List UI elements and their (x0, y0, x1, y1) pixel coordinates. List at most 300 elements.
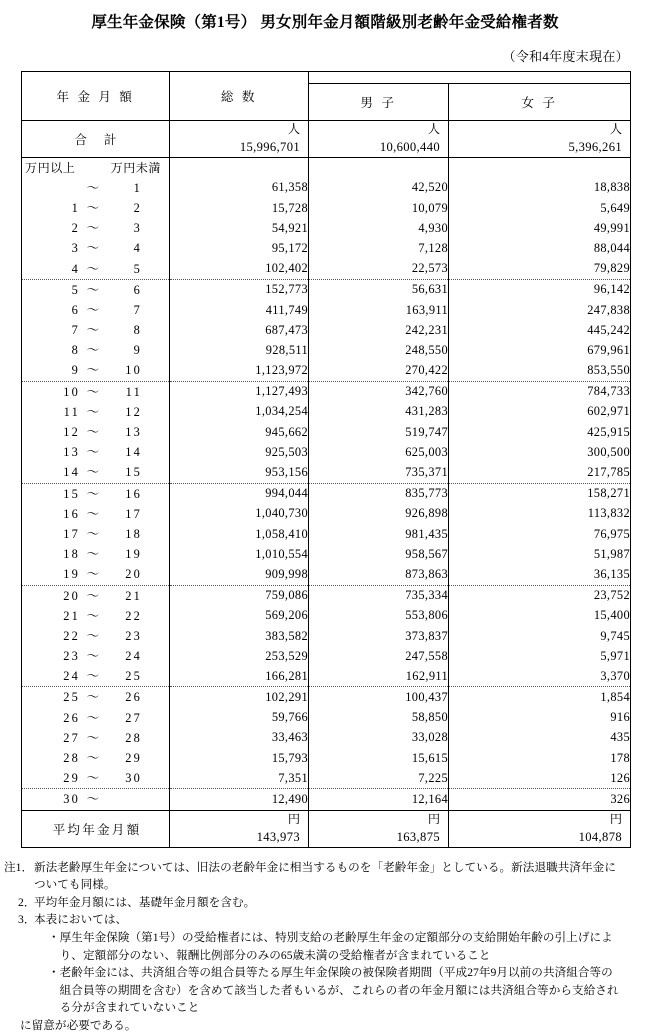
range-upper: 18 (125, 526, 142, 541)
table-row (22, 789, 631, 810)
cell-female-average: 円 104,878 (449, 810, 631, 847)
cell-total: 928,511 (170, 340, 309, 360)
cell-total-average: 円 143,973 (170, 810, 309, 847)
range-lower: 9 (71, 363, 80, 378)
cell-total: 1,040,730 (170, 504, 309, 524)
subtitle-as-of-date: （令和4年度末現在） (502, 48, 629, 64)
cell-female: 126 (449, 768, 631, 789)
table-row (22, 708, 631, 728)
cell-total-spacer (170, 157, 309, 178)
footnote-line: 本表においては、 (34, 913, 128, 927)
table-row (22, 320, 631, 340)
range-upper: 6 (133, 282, 142, 297)
cell-total: 54,921 (170, 218, 309, 238)
cell-female: 51,987 (449, 544, 631, 564)
cell-female: 76,975 (449, 524, 631, 544)
cell-female: 79,829 (449, 259, 631, 280)
footnote-line: 平均年金月額には、基礎年金月額を含む。 (34, 895, 256, 909)
range-tilde: ～ (86, 649, 100, 664)
range-tilde: ～ (86, 221, 100, 236)
cell-total: 945,662 (170, 422, 309, 442)
range-lower: 20 (63, 588, 80, 603)
footnote-text (34, 911, 634, 929)
cell-female: 1,854 (449, 687, 631, 708)
document-page (0, 14, 650, 1033)
table-row (22, 606, 631, 626)
row-label-range (22, 279, 170, 300)
cell-total: 383,582 (170, 626, 309, 646)
row-label-range (22, 768, 170, 789)
cell-female: 96,142 (449, 279, 631, 300)
cell-male: 10,079 (309, 198, 449, 218)
cell-total: 59,766 (170, 708, 309, 728)
cell-total: 33,463 (170, 728, 309, 748)
range-lower: 2 (71, 221, 80, 236)
range-tilde: ～ (86, 282, 100, 297)
cell-male: 270,422 (309, 360, 449, 381)
range-tilde: ～ (86, 506, 100, 521)
row-label-range (22, 320, 170, 340)
cell-male: 958,567 (309, 544, 449, 564)
cell-total: 102,402 (170, 259, 309, 280)
cell-total: 1,058,410 (170, 524, 309, 544)
row-label-range (22, 178, 170, 198)
table-row (22, 340, 631, 360)
cell-male: 248,550 (309, 340, 449, 360)
cell-total: 1,034,254 (170, 402, 309, 422)
range-upper: 26 (125, 690, 142, 705)
range-lower: 11 (63, 404, 80, 419)
range-lower: 15 (63, 486, 80, 501)
footnote-item (4, 859, 634, 894)
page-title: 厚生年金保険（第1号） 男女別年金月額階級別老齢年金受給権者数 (91, 14, 559, 31)
cell-female: 435 (449, 728, 631, 748)
cell-female: 425,915 (449, 422, 631, 442)
cell-female: 88,044 (449, 238, 631, 258)
range-tilde: ～ (86, 730, 100, 745)
cell-male: 519,747 (309, 422, 449, 442)
cell-female-spacer (449, 157, 631, 178)
header-male: 男 子 (309, 83, 449, 120)
cell-total: 1,010,554 (170, 544, 309, 564)
range-lower: 24 (63, 669, 80, 684)
footnote-marker: 2． (18, 895, 36, 909)
range-tilde: ～ (86, 200, 100, 215)
range-lower: 17 (63, 526, 80, 541)
cell-female: 15,400 (449, 606, 631, 626)
cell-male-spacer (309, 157, 449, 178)
table-row (22, 178, 631, 198)
range-tilde: ～ (86, 669, 100, 684)
range-tilde: ～ (86, 588, 100, 603)
table-row (22, 748, 631, 768)
range-upper: 1 (133, 180, 142, 195)
table-row (22, 504, 631, 524)
cell-total: 15,728 (170, 198, 309, 218)
range-lower: 12 (63, 425, 80, 440)
range-tilde: ～ (86, 384, 100, 399)
bullet-line: 老齢年金には、共済組合等の組合員等たる厚生年金保険の被保険者期間（平成27年9月以前の共済組合等の (59, 966, 613, 980)
bullet-marker: ・ (48, 931, 60, 945)
table-row (22, 462, 631, 483)
table-row (22, 259, 631, 280)
range-upper: 14 (125, 445, 142, 460)
range-unit-to: 万円未満 (110, 161, 161, 176)
table-header-row-top (22, 71, 631, 83)
cell-male: 981,435 (309, 524, 449, 544)
bullet-line: 組合員等の期間を含む）を含めて該当した者もいるが、これらの者の年金月額には共済組合等から支給され (59, 983, 619, 997)
cell-male-grand: 人 10,600,440 (309, 120, 449, 157)
row-label-range (22, 646, 170, 666)
cell-female: 853,550 (449, 360, 631, 381)
cell-total: 1,127,493 (170, 381, 309, 402)
cell-female: 18,838 (449, 178, 631, 198)
cell-female-grand: 人 5,396,261 (449, 120, 631, 157)
range-upper: 13 (125, 425, 142, 440)
cell-male: 58,850 (309, 708, 449, 728)
range-tilde: ～ (86, 445, 100, 460)
footnote-line: 新法老齢厚生年金については、旧法の老齢年金に相当するものを「老齢年金」としている。新法退職共済年金に (34, 860, 616, 874)
range-tilde: ～ (86, 486, 100, 501)
range-lower: 21 (63, 608, 80, 623)
cell-male: 247,558 (309, 646, 449, 666)
row-label-range (22, 198, 170, 218)
range-upper: 29 (125, 751, 142, 766)
cell-total: 95,172 (170, 238, 309, 258)
range-tilde: ～ (86, 792, 100, 807)
range-tilde: ～ (86, 771, 100, 786)
table-row-range-unit (22, 157, 631, 178)
cell-total: 759,086 (170, 585, 309, 606)
range-lower: 28 (63, 751, 80, 766)
range-upper: 23 (125, 628, 142, 643)
cell-female: 602,971 (449, 402, 631, 422)
pension-statistics-table (21, 71, 631, 848)
cell-total: 925,503 (170, 442, 309, 462)
table-row (22, 198, 631, 218)
row-label-range (22, 300, 170, 320)
cell-male: 873,863 (309, 564, 449, 585)
table-row (22, 728, 631, 748)
row-label-range (22, 585, 170, 606)
range-tilde: ～ (86, 628, 100, 643)
cell-total: 953,156 (170, 462, 309, 483)
row-label-range (22, 728, 170, 748)
cell-female: 247,838 (449, 300, 631, 320)
range-upper: 9 (133, 343, 142, 358)
range-tilde: ～ (86, 302, 100, 317)
cell-total: 411,749 (170, 300, 309, 320)
table-row (22, 360, 631, 381)
range-upper: 24 (125, 649, 142, 664)
header-female: 女 子 (449, 83, 631, 120)
cell-male: 4,930 (309, 218, 449, 238)
cell-female: 5,971 (449, 646, 631, 666)
range-upper: 17 (125, 506, 142, 521)
cell-total: 12,490 (170, 789, 309, 810)
cell-male: 342,760 (309, 381, 449, 402)
bullet-line: り、定額部分のない、報酬比例部分のみの65歳未満の受給権者が含まれていること (59, 948, 491, 962)
footnote-text (34, 894, 634, 912)
range-unit-label (22, 157, 170, 178)
table-container (0, 71, 650, 848)
table-row-grand-total (22, 120, 631, 157)
range-lower: 7 (71, 323, 80, 338)
table-row (22, 218, 631, 238)
range-upper: 3 (133, 221, 142, 236)
range-lower: 4 (71, 261, 80, 276)
cell-male-average: 円 163,875 (309, 810, 449, 847)
cell-male: 625,003 (309, 442, 449, 462)
cell-female: 23,752 (449, 585, 631, 606)
range-tilde: ～ (86, 567, 100, 582)
range-upper: 4 (133, 241, 142, 256)
footnote-marker: 注1． (4, 860, 34, 874)
range-lower: 27 (63, 730, 80, 745)
range-upper: 20 (125, 567, 142, 582)
footnote-bullet (4, 929, 634, 964)
range-upper: 27 (125, 710, 142, 725)
cell-female: 36,135 (449, 564, 631, 585)
footnotes (0, 848, 650, 1035)
row-label-range (22, 340, 170, 360)
range-tilde: ～ (86, 690, 100, 705)
range-lower: 1 (71, 200, 80, 215)
cell-total: 166,281 (170, 666, 309, 687)
bullet-marker: ・ (48, 966, 60, 980)
range-tilde: ～ (86, 608, 100, 623)
table-row (22, 687, 631, 708)
range-upper: 25 (125, 669, 142, 684)
range-lower: 8 (71, 343, 80, 358)
table-row (22, 381, 631, 402)
table-row-average (22, 810, 631, 847)
range-lower: 25 (63, 690, 80, 705)
cell-male: 100,437 (309, 687, 449, 708)
bullet-line: る分が含まれていないこと (59, 1001, 200, 1015)
footnote-item (4, 894, 634, 912)
cell-male: 373,837 (309, 626, 449, 646)
row-label-range (22, 687, 170, 708)
range-upper: 30 (125, 771, 142, 786)
range-upper: 12 (125, 404, 142, 419)
table-row (22, 238, 631, 258)
bullet-text (60, 964, 634, 1017)
cell-total: 152,773 (170, 279, 309, 300)
range-tilde: ～ (86, 241, 100, 256)
range-upper: 8 (133, 323, 142, 338)
range-upper: 11 (125, 384, 142, 399)
cell-male: 56,631 (309, 279, 449, 300)
cell-total: 102,291 (170, 687, 309, 708)
range-upper: 28 (125, 730, 142, 745)
cell-total: 994,044 (170, 483, 309, 504)
cell-female: 217,785 (449, 462, 631, 483)
table-row (22, 646, 631, 666)
cell-total: 687,473 (170, 320, 309, 340)
row-label-grand-total: 合 計 (22, 120, 170, 157)
cell-male: 735,371 (309, 462, 449, 483)
row-label-range (22, 218, 170, 238)
range-upper: 5 (133, 261, 142, 276)
cell-male: 735,334 (309, 585, 449, 606)
cell-male: 7,225 (309, 768, 449, 789)
cell-total: 253,529 (170, 646, 309, 666)
range-unit-from: 万円以上 (25, 161, 76, 176)
range-upper: 19 (125, 547, 142, 562)
range-lower: 26 (63, 710, 80, 725)
cell-female: 113,832 (449, 504, 631, 524)
cell-male: 42,520 (309, 178, 449, 198)
row-label-range (22, 708, 170, 728)
cell-female: 326 (449, 789, 631, 810)
cell-female: 445,242 (449, 320, 631, 340)
cell-male: 15,615 (309, 748, 449, 768)
row-label-range (22, 626, 170, 646)
range-upper: 15 (125, 465, 142, 480)
table-row (22, 666, 631, 687)
table-row (22, 585, 631, 606)
row-label-range (22, 606, 170, 626)
cell-male: 22,573 (309, 259, 449, 280)
row-label-range (22, 504, 170, 524)
row-label-range (22, 748, 170, 768)
row-label-range (22, 462, 170, 483)
footnote-bullet (4, 964, 634, 1017)
cell-female: 916 (449, 708, 631, 728)
cell-total: 569,206 (170, 606, 309, 626)
row-label-range (22, 238, 170, 258)
range-lower: 29 (63, 771, 80, 786)
header-spacer (309, 71, 631, 83)
footnote-item (4, 911, 634, 929)
cell-male: 926,898 (309, 504, 449, 524)
cell-male: 33,028 (309, 728, 449, 748)
table-row (22, 442, 631, 462)
row-label-range (22, 259, 170, 280)
row-label-range (22, 360, 170, 381)
cell-female: 679,961 (449, 340, 631, 360)
range-upper: 10 (125, 363, 142, 378)
cell-total: 7,351 (170, 768, 309, 789)
header-pension-monthly-amount: 年 金 月 額 (22, 71, 170, 120)
cell-female: 3,370 (449, 666, 631, 687)
range-lower: 5 (71, 282, 80, 297)
range-tilde: ～ (86, 343, 100, 358)
table-row (22, 300, 631, 320)
range-tilde: ～ (86, 180, 100, 195)
row-label-range (22, 483, 170, 504)
range-tilde: ～ (86, 465, 100, 480)
range-lower: 10 (63, 384, 80, 399)
row-label-range (22, 564, 170, 585)
range-lower: 14 (63, 465, 80, 480)
range-upper: 2 (133, 200, 142, 215)
cell-female: 158,271 (449, 483, 631, 504)
cell-total: 1,123,972 (170, 360, 309, 381)
table-row (22, 768, 631, 789)
range-tilde: ～ (86, 425, 100, 440)
table-row (22, 422, 631, 442)
cell-male: 242,231 (309, 320, 449, 340)
row-label-range (22, 524, 170, 544)
range-tilde: ～ (86, 323, 100, 338)
range-tilde: ～ (86, 363, 100, 378)
range-tilde: ～ (86, 404, 100, 419)
range-lower: 6 (71, 302, 80, 317)
table-row (22, 524, 631, 544)
range-tilde: ～ (86, 526, 100, 541)
cell-male: 12,164 (309, 789, 449, 810)
cell-male: 162,911 (309, 666, 449, 687)
cell-female: 49,991 (449, 218, 631, 238)
range-tilde: ～ (86, 710, 100, 725)
cell-female: 9,745 (449, 626, 631, 646)
cell-total: 61,358 (170, 178, 309, 198)
range-upper: 21 (125, 588, 142, 603)
range-lower: 13 (63, 445, 80, 460)
cell-female: 178 (449, 748, 631, 768)
footnote-line: ついても同様。 (34, 878, 116, 892)
footnote-tail: に留意が必要である。 (20, 1019, 137, 1033)
range-lower: 23 (63, 649, 80, 664)
footnote-text (34, 859, 634, 894)
row-label-range (22, 381, 170, 402)
range-tilde: ～ (86, 751, 100, 766)
row-label-average: 平均年金月額 (22, 810, 170, 847)
table-row (22, 544, 631, 564)
table-row (22, 402, 631, 422)
range-lower: 18 (63, 547, 80, 562)
row-label-range (22, 544, 170, 564)
range-lower: 3 (71, 241, 80, 256)
cell-male: 553,806 (309, 606, 449, 626)
cell-female: 5,649 (449, 198, 631, 218)
cell-total: 909,998 (170, 564, 309, 585)
footnote-marker: 3． (18, 913, 36, 927)
range-lower: 19 (63, 567, 80, 582)
range-upper: 22 (125, 608, 142, 623)
row-label-range (22, 442, 170, 462)
range-lower: 30 (63, 792, 80, 807)
table-row (22, 626, 631, 646)
cell-male: 835,773 (309, 483, 449, 504)
range-lower: 22 (63, 628, 80, 643)
row-label-range (22, 789, 170, 810)
bullet-line: 厚生年金保険（第1号）の受給権者には、特別支給の老齢厚生年金の定額部分の支給開始年齢の引上げによ (59, 931, 613, 945)
bullet-text (60, 929, 634, 964)
table-row (22, 279, 631, 300)
cell-male: 7,128 (309, 238, 449, 258)
row-label-range (22, 422, 170, 442)
header-total: 総 数 (170, 71, 309, 120)
range-upper: 7 (133, 302, 142, 317)
cell-total-grand: 人 15,996,701 (170, 120, 309, 157)
cell-female: 300,500 (449, 442, 631, 462)
range-tilde: ～ (86, 261, 100, 276)
table-row (22, 483, 631, 504)
cell-total: 15,793 (170, 748, 309, 768)
cell-male: 431,283 (309, 402, 449, 422)
range-upper: 16 (125, 486, 142, 501)
range-tilde: ～ (86, 547, 100, 562)
row-label-range (22, 402, 170, 422)
cell-male: 163,911 (309, 300, 449, 320)
cell-female: 784,733 (449, 381, 631, 402)
row-label-range (22, 666, 170, 687)
table-row (22, 564, 631, 585)
range-lower: 16 (63, 506, 80, 521)
